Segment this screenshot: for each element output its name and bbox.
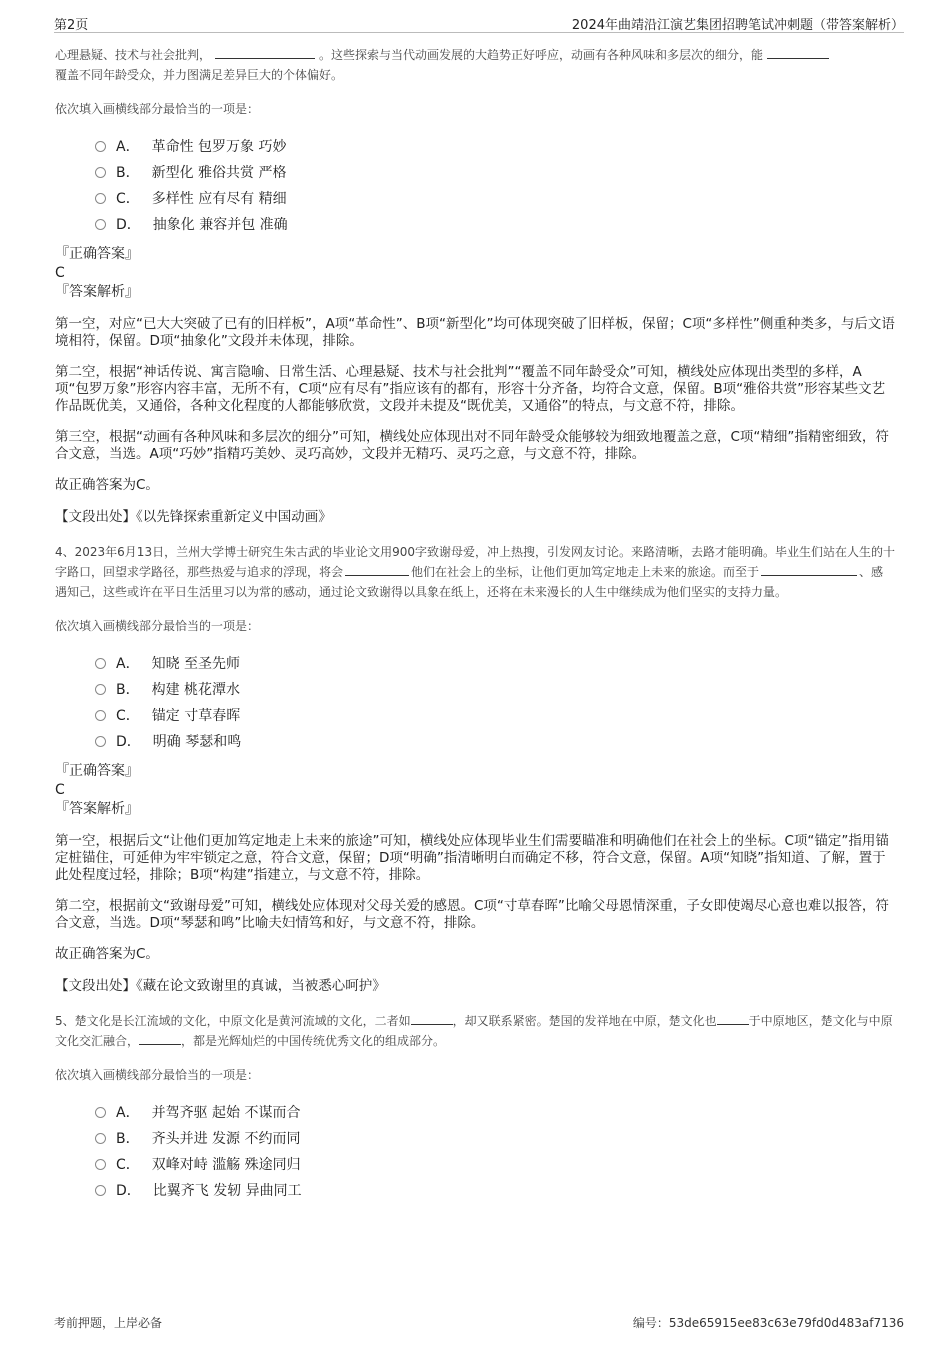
radio-icon[interactable]	[95, 1159, 106, 1170]
question-4	[55, 542, 895, 995]
analysis-paragraph: 第二空，根据“神话传说、寓言隐喻、日常生活、心理悬疑、技术与社会批判”“覆盖不同年龄受众”可知，横线处应体现出类型的多样，A项“包罗万象”形容内容丰富，无所不有，C项“应有尽有”指应该有的都有，形容十分齐备，均符合文意，保留。B项“雅俗共赏”形容某些文艺作品既优美，又通俗，各种文化程度的人都能够欣赏，文段并未提及“既优美，又通俗”的特点，与文意不符，排除。	[55, 364, 886, 414]
option-c[interactable]: C． 多样性 应有尽有 精细	[95, 185, 895, 211]
radio-icon[interactable]	[95, 193, 106, 204]
option-c[interactable]: C． 双峰对峙 滥觞 殊途同归	[95, 1151, 895, 1177]
option-d[interactable]: D． 明确 琴瑟和鸣	[95, 728, 895, 754]
page-header	[54, 14, 904, 33]
question-3	[55, 45, 895, 526]
answer-blank	[717, 1012, 749, 1025]
option-b[interactable]: B． 齐头并进 发源 不约而同	[95, 1125, 895, 1151]
analysis-paragraph: 第二空，根据前文“致谢母爱”可知，横线处应体现对父母关爱的感恩。C项“寸草春晖”比喻父母恩情深重，子女即使竭尽心意也难以报答，符合文意，当选。D项“琴瑟和鸣”比喻夫妇情笃和好，与文意不符，排除。	[55, 898, 889, 931]
answer-blank	[411, 1012, 453, 1025]
question-prompt: 依次填入画横线部分最恰当的一项是：	[55, 1068, 260, 1082]
radio-icon[interactable]	[95, 684, 106, 695]
answer-label: 『正确答案』	[55, 763, 139, 779]
correct-answer: C	[55, 782, 65, 798]
option-a[interactable]: A． 革命性 包罗万象 巧妙	[95, 133, 895, 159]
option-list	[95, 650, 895, 754]
option-list	[95, 133, 895, 237]
text-source: 【文段出处】《藏在论文致谢里的真诚，当被悉心呵护》	[55, 978, 386, 994]
question-prompt: 依次填入画横线部分最恰当的一项是：	[55, 619, 260, 633]
answer-blank	[345, 563, 409, 576]
analysis-paragraph: 第三空，根据“动画有各种风味和多层次的细分”可知，横线处应体现出对不同年龄受众能够较为细致地覆盖之意，C项“精细”指精密细致，符合文意，当选。A项“巧妙”指精巧美妙、灵巧高妙，文段并无精巧、灵巧之意，与文意不符，排除。	[55, 429, 889, 462]
question-text: 5、楚文化是长江流域的文化，中原文化是黄河流域的文化，二者如 ，却又联系紧密。楚国的发祥地在中原，楚文化也 于中原地区，楚文化与中原文化交汇融合， ，都是光辉灿烂的中国传统优秀文化的组成部分。	[55, 1014, 893, 1048]
answer-blank	[139, 1032, 181, 1045]
radio-icon[interactable]	[95, 1133, 106, 1144]
question-5	[55, 1011, 895, 1203]
radio-icon[interactable]	[95, 1185, 106, 1196]
analysis-conclusion: 故正确答案为C。	[55, 477, 159, 493]
option-a[interactable]: A． 知晓 至圣先师	[95, 650, 895, 676]
footer-slogan: 考前押题，上岸必备	[54, 1316, 163, 1330]
question-prompt: 依次填入画横线部分最恰当的一项是：	[55, 102, 260, 116]
radio-icon[interactable]	[95, 167, 106, 178]
correct-answer: C	[55, 265, 65, 281]
option-c[interactable]: C． 锚定 寸草春晖	[95, 702, 895, 728]
option-b[interactable]: B． 构建 桃花潭水	[95, 676, 895, 702]
radio-icon[interactable]	[95, 141, 106, 152]
page-number: 第2页	[54, 18, 89, 33]
analysis-paragraph: 第一空，对应“已大大突破了已有的旧样板”，A项“革命性”、B项“新型化”均可体现突破了旧样板，保留；C项“多样性”侧重种类多，与后文语境相符，保留。D项“抽象化”文段并未体现，排除。	[55, 316, 895, 349]
document-title: 2024年曲靖沿江演艺集团招聘笔试冲刺题（带答案解析）	[571, 18, 904, 33]
main-content	[55, 45, 895, 1211]
answer-blank	[767, 46, 829, 59]
option-b[interactable]: B． 新型化 雅俗共赏 严格	[95, 159, 895, 185]
radio-icon[interactable]	[95, 710, 106, 721]
radio-icon[interactable]	[95, 736, 106, 747]
answer-blank	[761, 563, 857, 576]
analysis-conclusion: 故正确答案为C。	[55, 946, 159, 962]
option-list	[95, 1099, 895, 1203]
radio-icon[interactable]	[95, 1107, 106, 1118]
question-text: 心理悬疑、技术与社会批判， 。这些探索与当代动画发展的大趋势正好呼应，动画有各种风味和多层次的细分，能 覆盖不同年龄受众，并力图满足差异巨大的个体偏好。	[55, 45, 895, 85]
option-d[interactable]: D． 比翼齐飞 发轫 异曲同工	[95, 1177, 895, 1203]
document-code: 编号：53de65915ee83c63e79fd0d483af7136	[632, 1316, 904, 1330]
text-source: 【文段出处】《以先锋探索重新定义中国动画》	[55, 509, 332, 525]
option-d[interactable]: D． 抽象化 兼容并包 准确	[95, 211, 895, 237]
analysis-paragraph: 第一空，根据后文“让他们更加笃定地走上未来的旅途”可知，横线处应体现毕业生们需要瞄准和明确他们在社会上的坐标。C项“锚定”指用锚定桩锚住，可延伸为牢牢锁定之意，符合文意，保留；D项“明确”指清晰明白而确定不移，符合文意，保留。A项“知晓”指知道、了解，置于此处程度过轻，排除；B项“构建”指建立，与文意不符，排除。	[55, 833, 889, 883]
option-a[interactable]: A． 并驾齐驱 起始 不谋而合	[95, 1099, 895, 1125]
question-text: 4、2023年6月13日，兰州大学博士研究生朱古武的毕业论文用900字致谢母爱，冲上热搜，引发网友讨论。来路清晰，去路才能明确。毕业生们站在人生的十字路口，回望求学路径，那些热爱与追求的浮现，将会 他们在社会上的坐标，让他们更加笃定地走上未来的旅途。而至于 、感遇知己，这些或许在平日生活里习以为常的感动，通过论文致谢得以具象在纸上，还将在未来漫长的人生中继续成为他们坚实的支持力量。	[55, 545, 895, 599]
answer-blank	[215, 46, 315, 59]
radio-icon[interactable]	[95, 658, 106, 669]
analysis-label: 『答案解析』	[55, 801, 139, 817]
analysis-label: 『答案解析』	[55, 284, 139, 300]
radio-icon[interactable]	[95, 219, 106, 230]
answer-label: 『正确答案』	[55, 246, 139, 262]
page-footer	[54, 1314, 904, 1334]
